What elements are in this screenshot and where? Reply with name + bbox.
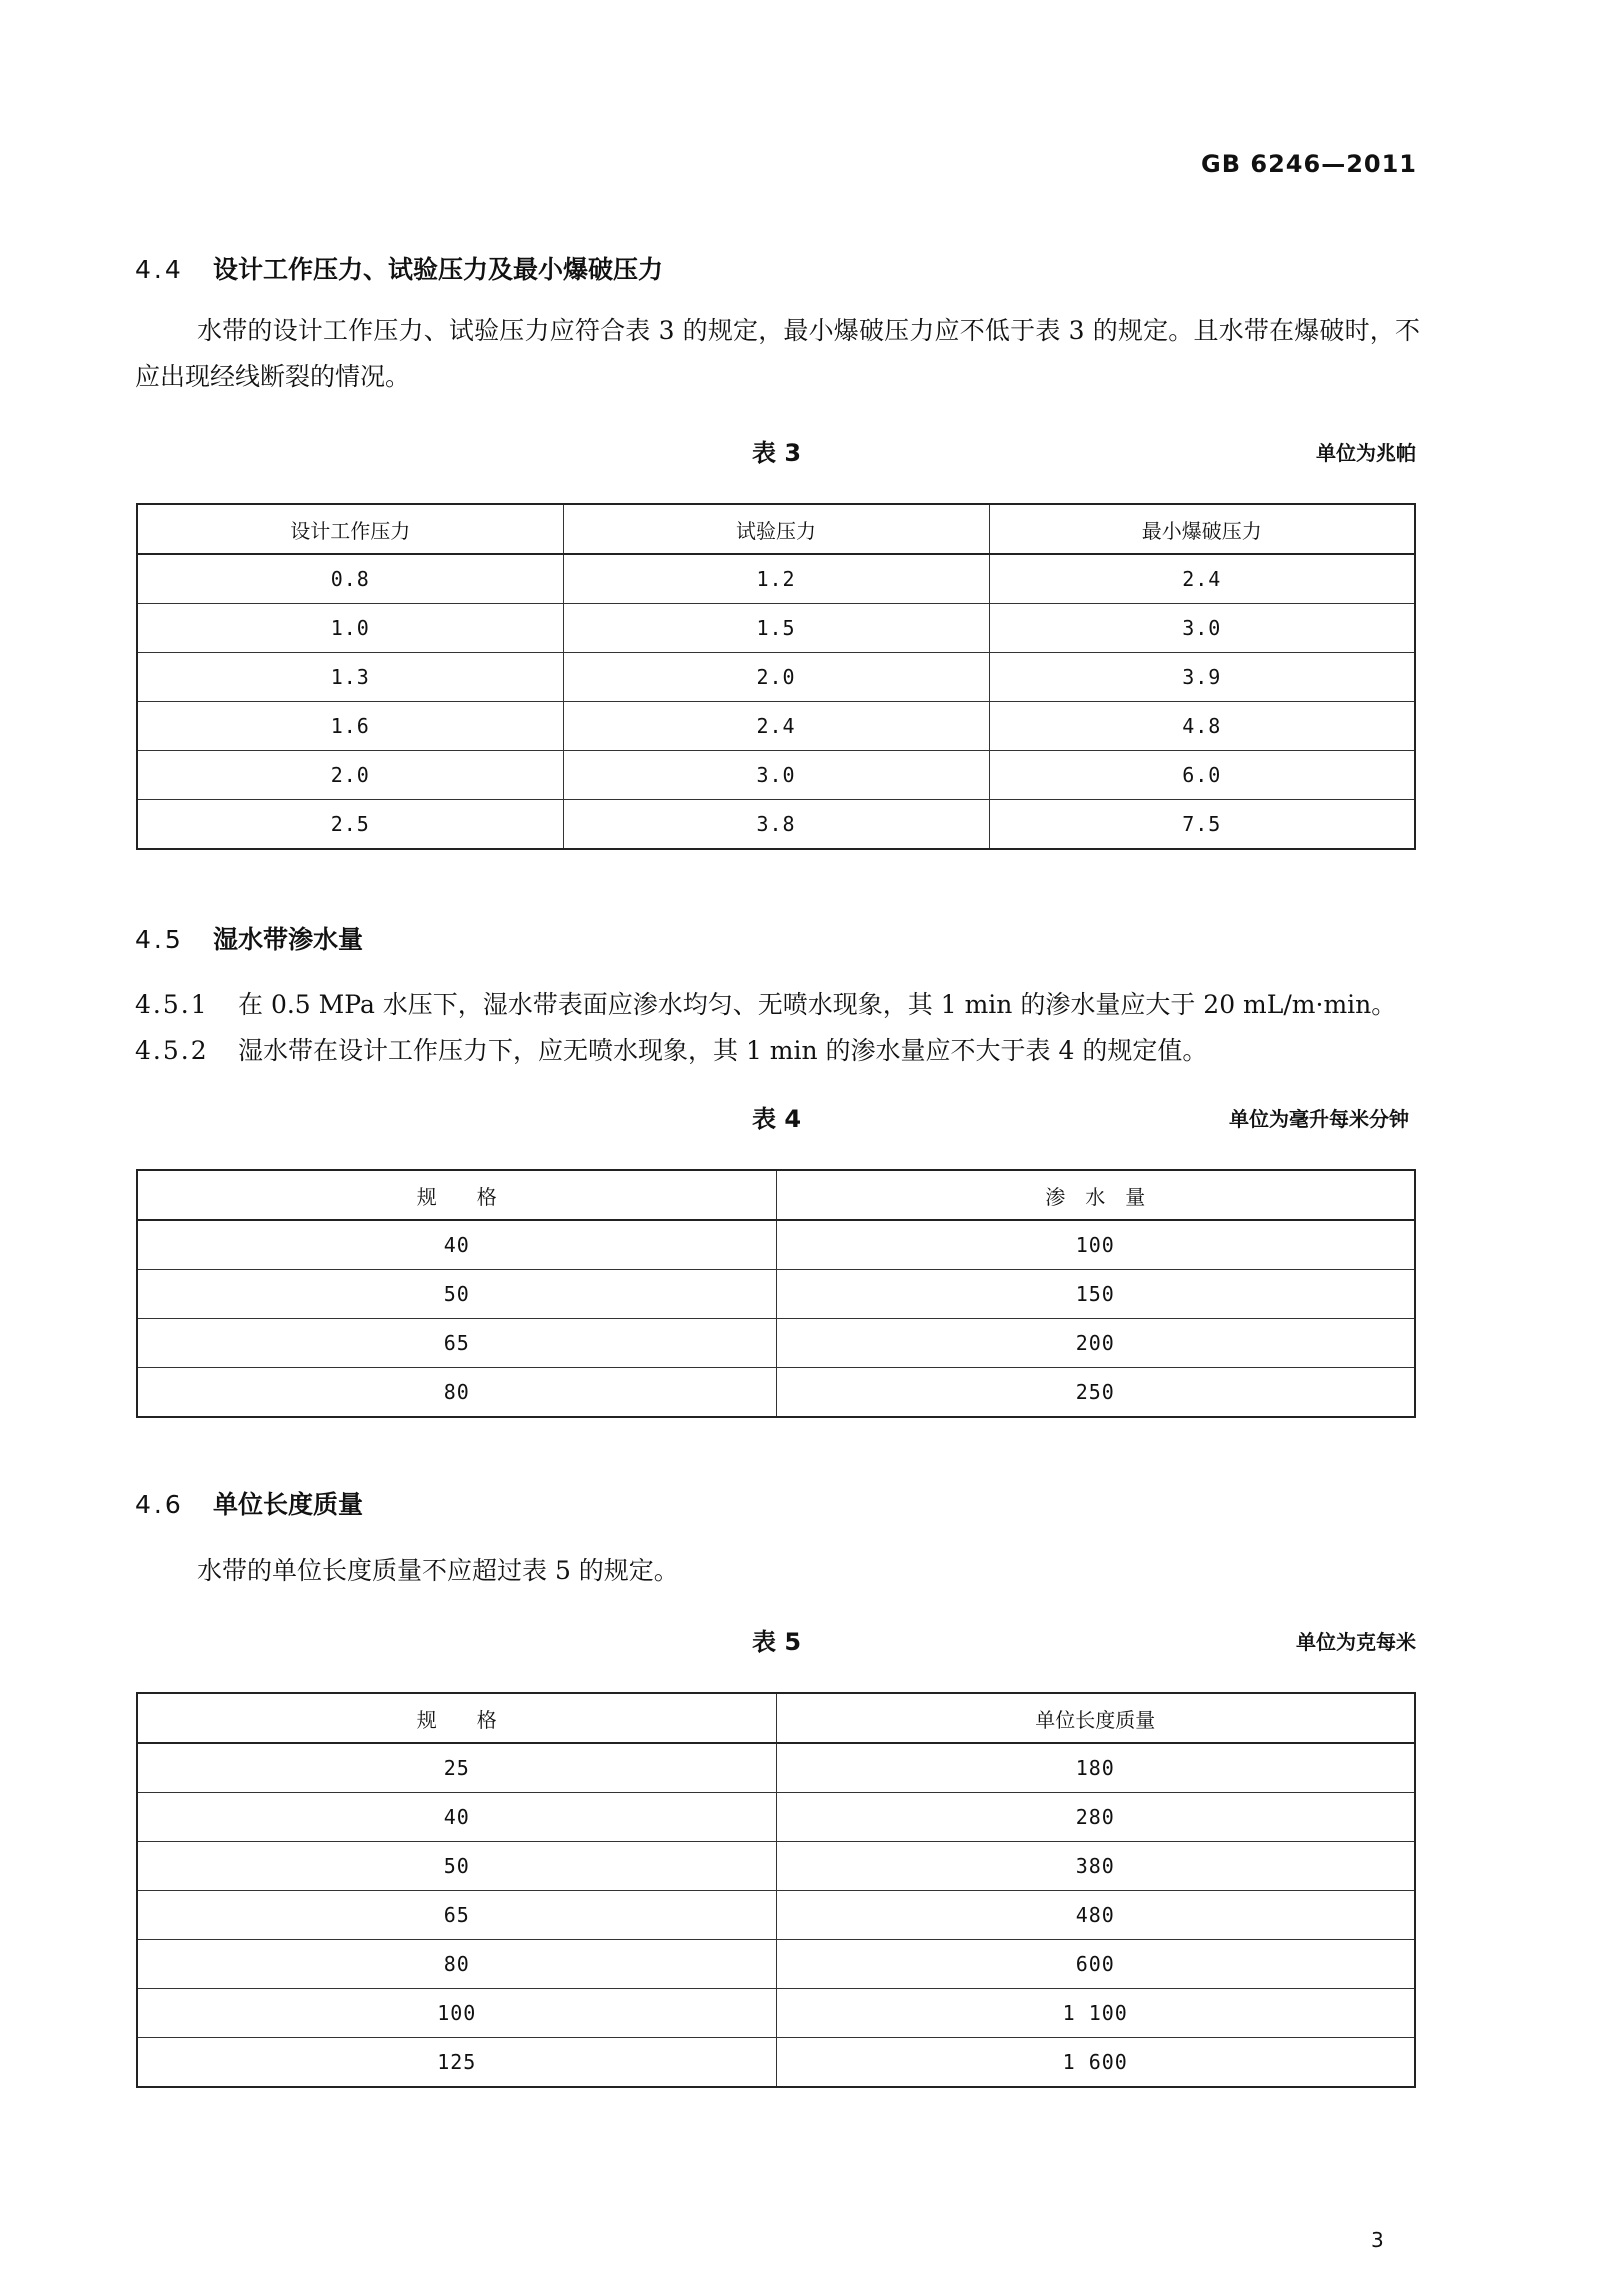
table-cell: 380: [776, 1842, 1415, 1891]
table-cell: 3.8: [563, 800, 989, 850]
table-cell: 1.5: [563, 604, 989, 653]
table-row: [137, 1270, 1415, 1319]
table-row: [137, 1891, 1415, 1940]
table-cell: 40: [137, 1793, 776, 1842]
column-header: 最小爆破压力: [989, 504, 1415, 554]
table-cell: 50: [137, 1842, 776, 1891]
section-number: 4.6: [135, 1490, 184, 1519]
table-row: [137, 604, 1415, 653]
table-cell: 250: [776, 1368, 1415, 1418]
column-header: 单位长度质量: [776, 1693, 1415, 1743]
table-cell: 40: [137, 1220, 776, 1270]
table-cell: 3.0: [563, 751, 989, 800]
table-row: [137, 1220, 1415, 1270]
table-cell: 280: [776, 1793, 1415, 1842]
section-number: 4.5: [135, 925, 184, 954]
table-cell: 3.9: [989, 653, 1415, 702]
table-row: [137, 554, 1415, 604]
column-header: 规 格: [137, 1170, 776, 1220]
table-cell: 3.0: [989, 604, 1415, 653]
table-header-row: [137, 1170, 1415, 1220]
table-cell: 1 100: [776, 1989, 1415, 2038]
table-cell: 1.3: [137, 653, 563, 702]
table-cell: 7.5: [989, 800, 1415, 850]
section-title: 湿水带渗水量: [213, 925, 364, 954]
table-header-row: [137, 504, 1415, 554]
clause-number: 4.5.2: [135, 1036, 209, 1065]
table-cell: 65: [137, 1319, 776, 1368]
table-row: [137, 1368, 1415, 1418]
table-cell: 2.0: [137, 751, 563, 800]
table-3-unit: 单位为兆帕: [1316, 441, 1416, 465]
table-cell: 0.8: [137, 554, 563, 604]
table-row: [137, 653, 1415, 702]
table-cell: 65: [137, 1891, 776, 1940]
table-cell: 2.4: [989, 554, 1415, 604]
table-row: [137, 2038, 1415, 2088]
clause-number: 4.5.1: [135, 990, 209, 1019]
table-cell: 1 600: [776, 2038, 1415, 2088]
section-4-6-heading: [135, 1485, 363, 1521]
table-cell: 150: [776, 1270, 1415, 1319]
column-header: 试验压力: [563, 504, 989, 554]
section-4-6-paragraph: 水带的单位长度质量不应超过表 5 的规定。: [197, 1556, 679, 1585]
table-row: [137, 1319, 1415, 1368]
section-title: 单位长度质量: [213, 1490, 364, 1519]
clause-4-5-2: [135, 1031, 1435, 1067]
clause-text: 湿水带在设计工作压力下，应无喷水现象，其 1 min 的渗水量应不大于表 4 的规定值。: [238, 1036, 1208, 1065]
table-cell: 600: [776, 1940, 1415, 1989]
clause-4-5-1: [135, 985, 1435, 1021]
section-4-4-paragraph: 水带的设计工作压力、试验压力应符合表 3 的规定，最小爆破压力应不低于表 3 的规定。且水带在爆破时，不应出现经线断裂的情况。: [135, 316, 1420, 391]
table-3: [136, 503, 1416, 850]
table-row: [137, 1793, 1415, 1842]
table-row: [137, 1743, 1415, 1793]
section-number: 4.4: [135, 255, 184, 284]
table-cell: 180: [776, 1743, 1415, 1793]
table-cell: 2.0: [563, 653, 989, 702]
table-cell: 480: [776, 1891, 1415, 1940]
column-header: 渗 水 量: [776, 1170, 1415, 1220]
table-cell: 2.4: [563, 702, 989, 751]
table-5: [136, 1692, 1416, 2088]
table-row: [137, 1940, 1415, 1989]
table-cell: 4.8: [989, 702, 1415, 751]
column-header: 规 格: [137, 1693, 776, 1743]
table-5-caption: 表 5: [752, 1628, 802, 1656]
table-cell: 50: [137, 1270, 776, 1319]
clause-text: 在 0.5 MPa 水压下，湿水带表面应渗水均匀、无喷水现象，其 1 min 的渗水量应大于 20 mL/m·min。: [238, 990, 1397, 1019]
table-cell: 100: [137, 1989, 776, 2038]
table-cell: 1.6: [137, 702, 563, 751]
table-4-caption: 表 4: [752, 1105, 802, 1133]
table-row: [137, 702, 1415, 751]
table-row: [137, 1842, 1415, 1891]
page-number: 3: [1371, 2228, 1384, 2252]
table-cell: 25: [137, 1743, 776, 1793]
standard-code: GB 6246—2011: [1201, 150, 1417, 178]
section-title: 设计工作压力、试验压力及最小爆破压力: [213, 255, 664, 284]
section-4-5-heading: [135, 920, 363, 956]
table-header-row: [137, 1693, 1415, 1743]
table-cell: 200: [776, 1319, 1415, 1368]
table-row: [137, 800, 1415, 850]
column-header: 设计工作压力: [137, 504, 563, 554]
table-cell: 100: [776, 1220, 1415, 1270]
table-3-caption: 表 3: [752, 439, 802, 467]
table-row: [137, 751, 1415, 800]
table-cell: 80: [137, 1940, 776, 1989]
table-4: [136, 1169, 1416, 1418]
table-cell: 80: [137, 1368, 776, 1418]
table-cell: 1.0: [137, 604, 563, 653]
table-4-unit: 单位为毫升每米分钟: [1229, 1107, 1409, 1131]
table-cell: 2.5: [137, 800, 563, 850]
table-5-unit: 单位为克每米: [1296, 1630, 1416, 1654]
table-cell: 125: [137, 2038, 776, 2088]
table-cell: 6.0: [989, 751, 1415, 800]
table-row: [137, 1989, 1415, 2038]
table-cell: 1.2: [563, 554, 989, 604]
section-4-4-heading: [135, 250, 663, 286]
